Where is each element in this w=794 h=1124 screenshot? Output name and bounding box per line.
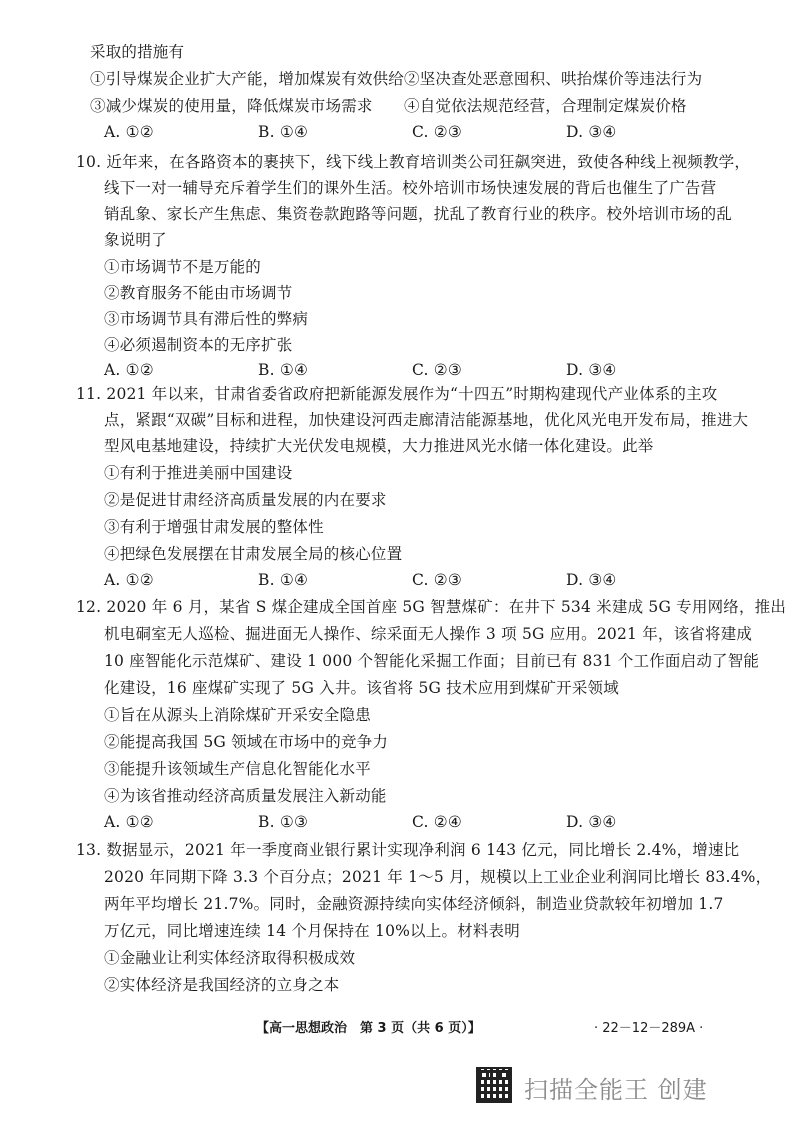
q11-option-c: C. ②③ — [412, 571, 462, 589]
q9-option-a: A. ①② — [104, 123, 154, 141]
q10-stem-line-1: 10. 近年来，在各路资本的裹挟下，线下线上教育培训类公司狂飙突进，致使各种线上视频教学， — [76, 153, 751, 171]
q11-stem-line-1: 11. 2021 年以来，甘肃省委省政府把新能源发展作为“十四五”时期构建现代产业体系的主攻 — [76, 385, 718, 403]
q10-stem-line-3: 销乱象、家长产生焦虑、集资卷款跑路等问题，扰乱了教育行业的秩序。校外培训市场的乱 — [104, 205, 733, 223]
q11-stem-line-3: 型风电基地建设，持续扩大光伏发电规模，大力推进风光水储一体化建设。此举 — [104, 437, 654, 455]
q13-item-1: ①金融业让利实体经济取得积极成效 — [104, 949, 356, 967]
q10-stem-line-2: 线下一对一辅导充斥着学生们的课外生活。校外培训市场快速发展的背后也催生了广告营 — [104, 179, 717, 197]
q12-option-a: A. ①② — [104, 813, 154, 831]
q12-item-2: ②能提高我国 5G 领域在市场中的竞争力 — [104, 733, 389, 751]
q10-option-d: D. ③④ — [566, 361, 617, 379]
q11-item-4: ④把绿色发展摆在甘肃发展全局的核心位置 — [104, 545, 403, 563]
q9-item-1: ①引导煤炭企业扩大产能，增加煤炭有效供给 — [90, 70, 405, 88]
q11-stem-line-2: 点，紧跟“双碳”目标和进程，加快建设河西走廊清洁能源基地，优化风光电开发布局，推进大 — [104, 411, 749, 429]
q10-stem-line-4: 象说明了 — [104, 231, 167, 249]
q13-stem-line-3: 两年平均增长 21.7%。同时，金融资源持续向实体经济倾斜，制造业贷款较年初增加 1.7 — [104, 895, 724, 913]
q10-item-3: ③市场调节具有滞后性的弊病 — [104, 310, 309, 328]
q12-stem-line-2: 机电硐室无人巡检、掘进面无人操作、综采面无人操作 3 项 5G 应用。2021 年，该省将建成 — [104, 625, 753, 643]
q13-stem-line-1: 13. 数据显示，2021 年一季度商业银行累计实现净利润 6 143 亿元，同比增长 2.4%，增速比 — [76, 841, 740, 859]
footer-page-info: 【高一思想政治 第 3 页（共 6 页）】 — [256, 1021, 481, 1036]
q11-option-a: A. ①② — [104, 571, 154, 589]
q13-stem-line-2: 2020 年同期下降 3.3 个百分点；2021 年 1～5 月，规模以上工业企业利润同比增长 83.4%， — [104, 868, 772, 886]
q11-item-1: ①有利于推进美丽中国建设 — [104, 464, 293, 482]
q9-item-4: ④自觉依法规范经营，合理制定煤炭价格 — [404, 97, 687, 115]
q10-option-b: B. ①④ — [258, 361, 309, 379]
q12-stem-line-4: 化建设，16 座煤矿实现了 5G 入井。该省将 5G 技术应用到煤矿开采领域 — [104, 679, 619, 697]
q9-item-2: ②坚决查处恶意囤积、哄抬煤价等违法行为 — [404, 70, 703, 88]
q10-option-a: A. ①② — [104, 361, 154, 379]
q10-option-c: C. ②③ — [412, 361, 462, 379]
q9-option-c: C. ②③ — [412, 123, 462, 141]
q12-option-b: B. ①③ — [258, 813, 309, 831]
q12-item-4: ④为该省推动经济高质量发展注入新动能 — [104, 787, 387, 805]
q13-item-2: ②实体经济是我国经济的立身之本 — [104, 976, 340, 994]
q11-item-2: ②是促进甘肃经济高质量发展的内在要求 — [104, 491, 387, 509]
page-footer — [0, 1017, 794, 1037]
q9-item-3: ③减少煤炭的使用量，降低煤炭市场需求 — [90, 97, 373, 115]
q10-item-4: ④必须遏制资本的无序扩张 — [104, 336, 293, 354]
q13-stem-line-4: 万亿元，同比增速连续 14 个月保持在 10%以上。材料表明 — [104, 922, 520, 940]
q12-stem-line-1: 12. 2020 年 6 月，某省 S 煤企建成全国首座 5G 智慧煤矿：在井下 534 米建成 5G 专用网络，推出 — [76, 598, 787, 616]
q11-option-d: D. ③④ — [566, 571, 617, 589]
q12-item-3: ③能提升该领域生产信息化智能化水平 — [104, 760, 371, 778]
q10-item-2: ②教育服务不能由市场调节 — [104, 284, 293, 302]
qr-code-icon — [476, 1067, 512, 1103]
footer-exam-code: · 22－12－289A · — [594, 1021, 704, 1036]
scanner-watermark: 扫描全能王 创建 — [524, 1076, 708, 1104]
q12-option-c: C. ②④ — [412, 813, 462, 831]
q11-option-b: B. ①④ — [258, 571, 309, 589]
q9-stem-tail: 采取的措施有 — [90, 43, 185, 61]
q9-option-d: D. ③④ — [566, 123, 617, 141]
q9-option-b: B. ①④ — [258, 123, 309, 141]
q11-item-3: ③有利于增强甘肃发展的整体性 — [104, 518, 324, 536]
q12-option-d: D. ③④ — [566, 813, 617, 831]
q10-item-1: ①市场调节不是万能的 — [104, 258, 262, 276]
q12-item-1: ①旨在从源头上消除煤矿开采安全隐患 — [104, 706, 371, 724]
q12-stem-line-3: 10 座智能化示范煤矿、建设 1 000 个智能化采掘工作面；目前已有 831 个工作面启动了智能 — [104, 652, 760, 670]
